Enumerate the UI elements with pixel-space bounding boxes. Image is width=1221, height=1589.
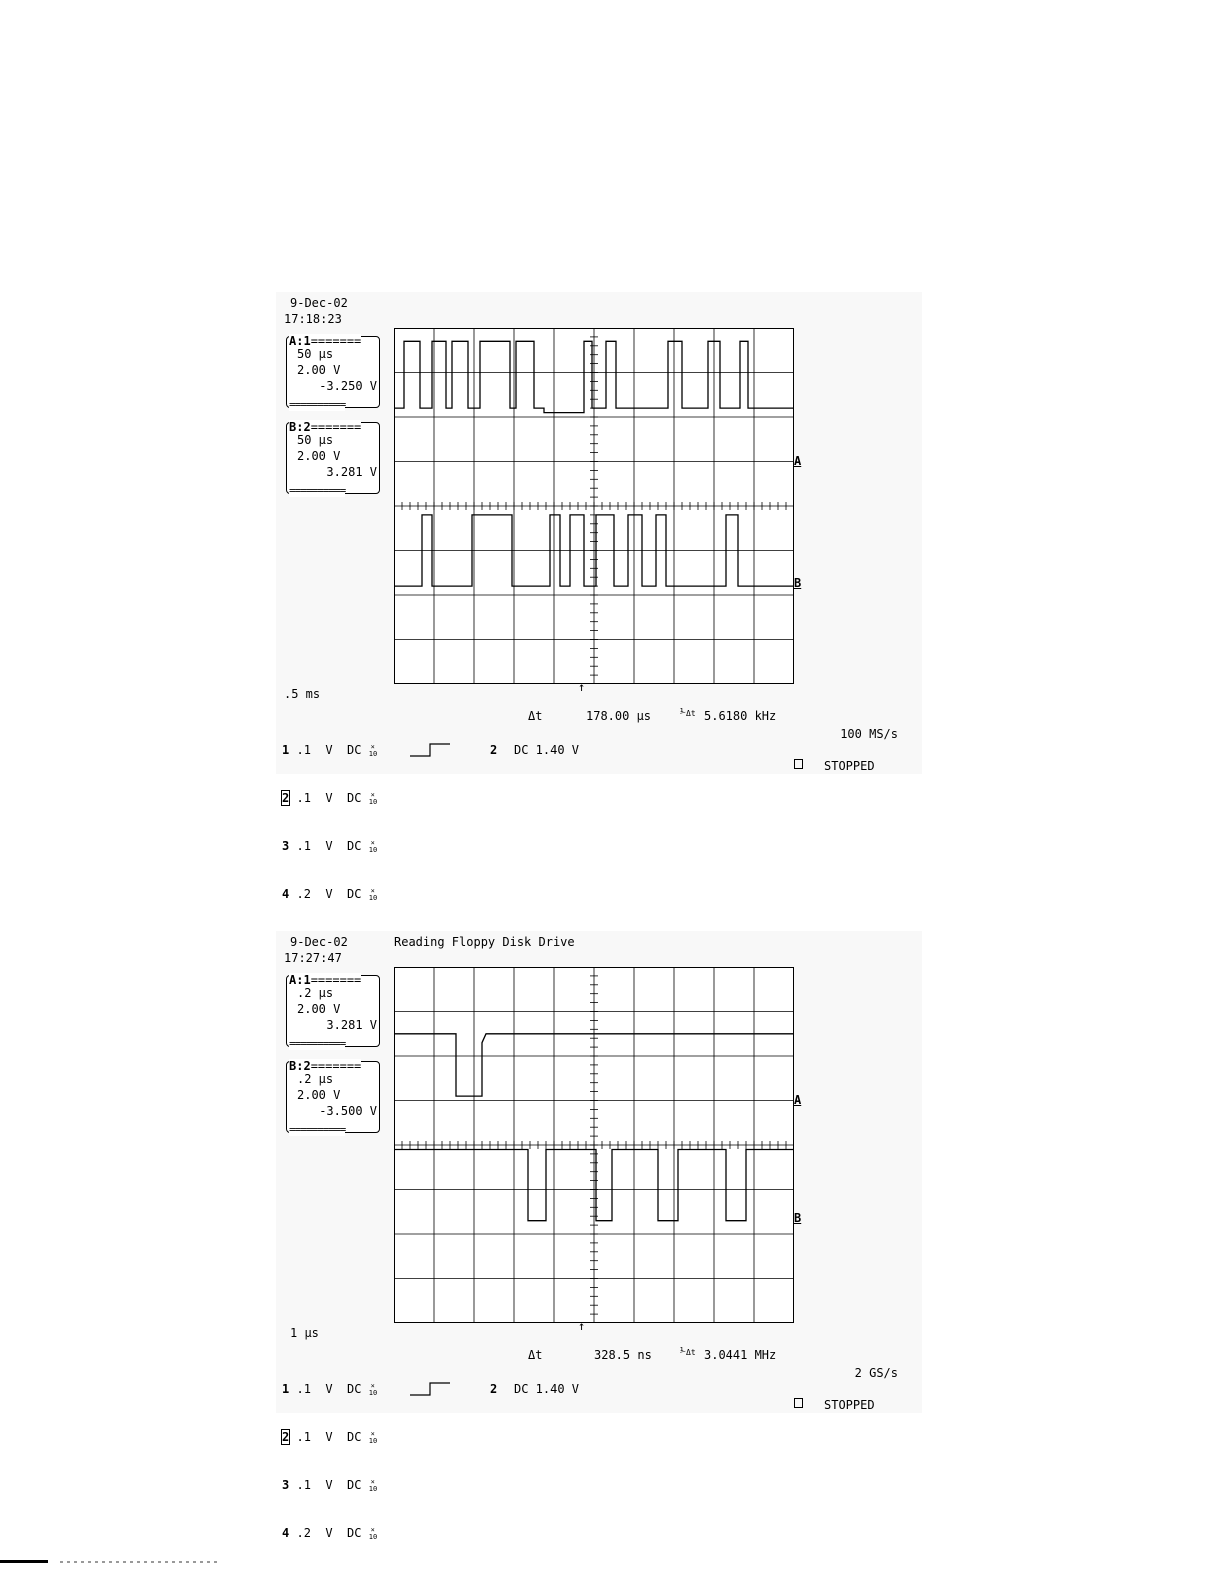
inverse-delta-t-icon: ⅟Δt — [680, 708, 696, 719]
trigger-level: DC 1.40 V — [514, 743, 580, 757]
delta-t-value: 178.00 μs — [586, 709, 652, 723]
marker-b: B — [794, 1211, 802, 1225]
trigger-arrow-icon: ↑ — [578, 1319, 586, 1333]
input-setting: .2 V DC — [296, 887, 362, 901]
channel-offset: -3.500 V — [319, 1104, 377, 1118]
channel-label: B — [289, 420, 297, 434]
channel-timebase: 50 μs — [297, 347, 334, 361]
acquisition-status: STOPPED — [824, 1398, 875, 1412]
trigger-edge-icon — [410, 1379, 450, 1397]
inverse-delta-t-icon: ⅟Δt — [680, 1347, 696, 1358]
input-setting: .1 V DC — [296, 743, 362, 757]
delta-t-label: Δt — [528, 1348, 543, 1362]
channel-number: 2 — [303, 420, 311, 434]
channel-number: 1 — [303, 973, 311, 987]
input-list: 1 .1 V DC × 10 2 .1 V DC × 10 3 .1 V DC × 10 4 .2 V DC × 10 — [282, 742, 378, 902]
input-number: 4 — [282, 887, 290, 901]
channel-box-a: A:1======= .2 μs 2.00 V 3.281 V ========== — [286, 975, 380, 1047]
input-number: 2 — [282, 791, 290, 805]
input-number: 4 — [282, 1526, 290, 1540]
channel-vdiv: 2.00 V — [297, 1002, 341, 1016]
scope-date: 9-Dec-02 — [290, 935, 348, 949]
scope-time: 17:18:23 — [284, 312, 342, 326]
input-setting: .1 V DC — [296, 839, 362, 853]
channel-label: A — [289, 973, 297, 987]
scope-screen-2 — [276, 931, 922, 1541]
stop-indicator-icon — [794, 759, 803, 769]
input-setting: .1 V DC — [296, 1382, 362, 1396]
channel-timebase: 50 μs — [297, 433, 334, 447]
channel-timebase: .2 μs — [297, 1072, 334, 1086]
input-number: 3 — [282, 1478, 290, 1492]
marker-a: A — [794, 454, 802, 468]
marker-b: B — [794, 576, 802, 590]
scope-time: 17:27:47 — [284, 951, 342, 965]
channel-number: 2 — [303, 1059, 311, 1073]
main-timebase: .5 ms — [284, 687, 321, 701]
scope-date: 9-Dec-02 — [290, 296, 348, 310]
sample-rate: 100 MS/s — [840, 727, 898, 741]
input-number: 2 — [282, 1430, 290, 1444]
trigger-channel: 2 — [490, 1382, 498, 1396]
channel-box-a: A:1======= 50 μs 2.00 V -3.250 V ========== — [286, 336, 380, 408]
input-setting: .2 V DC — [296, 1526, 362, 1540]
channel-offset: 3.281 V — [326, 1018, 377, 1032]
acquisition-status: STOPPED — [824, 759, 875, 773]
stop-indicator-icon — [794, 1398, 803, 1408]
waveform-plot — [394, 967, 794, 1323]
page-footer-rule — [0, 1560, 48, 1563]
channel-box-b: B:2======= .2 μs 2.00 V -3.500 V ========== — [286, 1061, 380, 1133]
waveform-plot — [394, 328, 794, 684]
channel-label: B — [289, 1059, 297, 1073]
scope-title: Reading Floppy Disk Drive — [394, 935, 575, 949]
sample-rate: 2 GS/s — [854, 1366, 898, 1380]
marker-a: A — [794, 1093, 802, 1107]
channel-offset: 3.281 V — [326, 465, 377, 479]
inverse-delta-t-value: 5.6180 kHz — [704, 709, 777, 723]
trigger-arrow-icon: ↑ — [578, 680, 586, 694]
inverse-delta-t-value: 3.0441 MHz — [704, 1348, 777, 1362]
channel-label: A — [289, 334, 297, 348]
input-setting: .1 V DC — [296, 1478, 362, 1492]
trigger-edge-icon — [410, 740, 450, 758]
channel-number: 1 — [303, 334, 311, 348]
scope-screen-1 — [276, 292, 922, 902]
trigger-channel: 2 — [490, 743, 498, 757]
delta-t-label: Δt — [528, 709, 543, 723]
input-number: 1 — [282, 1382, 290, 1396]
page-footer-dots — [60, 1561, 220, 1563]
channel-offset: -3.250 V — [319, 379, 377, 393]
main-timebase: 1 μs — [290, 1326, 319, 1340]
delta-t-value: 328.5 ns — [594, 1348, 652, 1362]
input-list: 1 .1 V DC × 10 2 .1 V DC × 10 3 .1 V DC × 10 4 .2 V DC × 10 — [282, 1381, 378, 1541]
input-number: 1 — [282, 743, 290, 757]
channel-box-b: B:2======= 50 μs 2.00 V 3.281 V ========== — [286, 422, 380, 494]
channel-vdiv: 2.00 V — [297, 363, 341, 377]
input-setting: .1 V DC — [296, 1430, 362, 1444]
trigger-level: DC 1.40 V — [514, 1382, 580, 1396]
input-number: 3 — [282, 839, 290, 853]
channel-timebase: .2 μs — [297, 986, 334, 1000]
channel-vdiv: 2.00 V — [297, 1088, 341, 1102]
input-setting: .1 V DC — [296, 791, 362, 805]
channel-vdiv: 2.00 V — [297, 449, 341, 463]
